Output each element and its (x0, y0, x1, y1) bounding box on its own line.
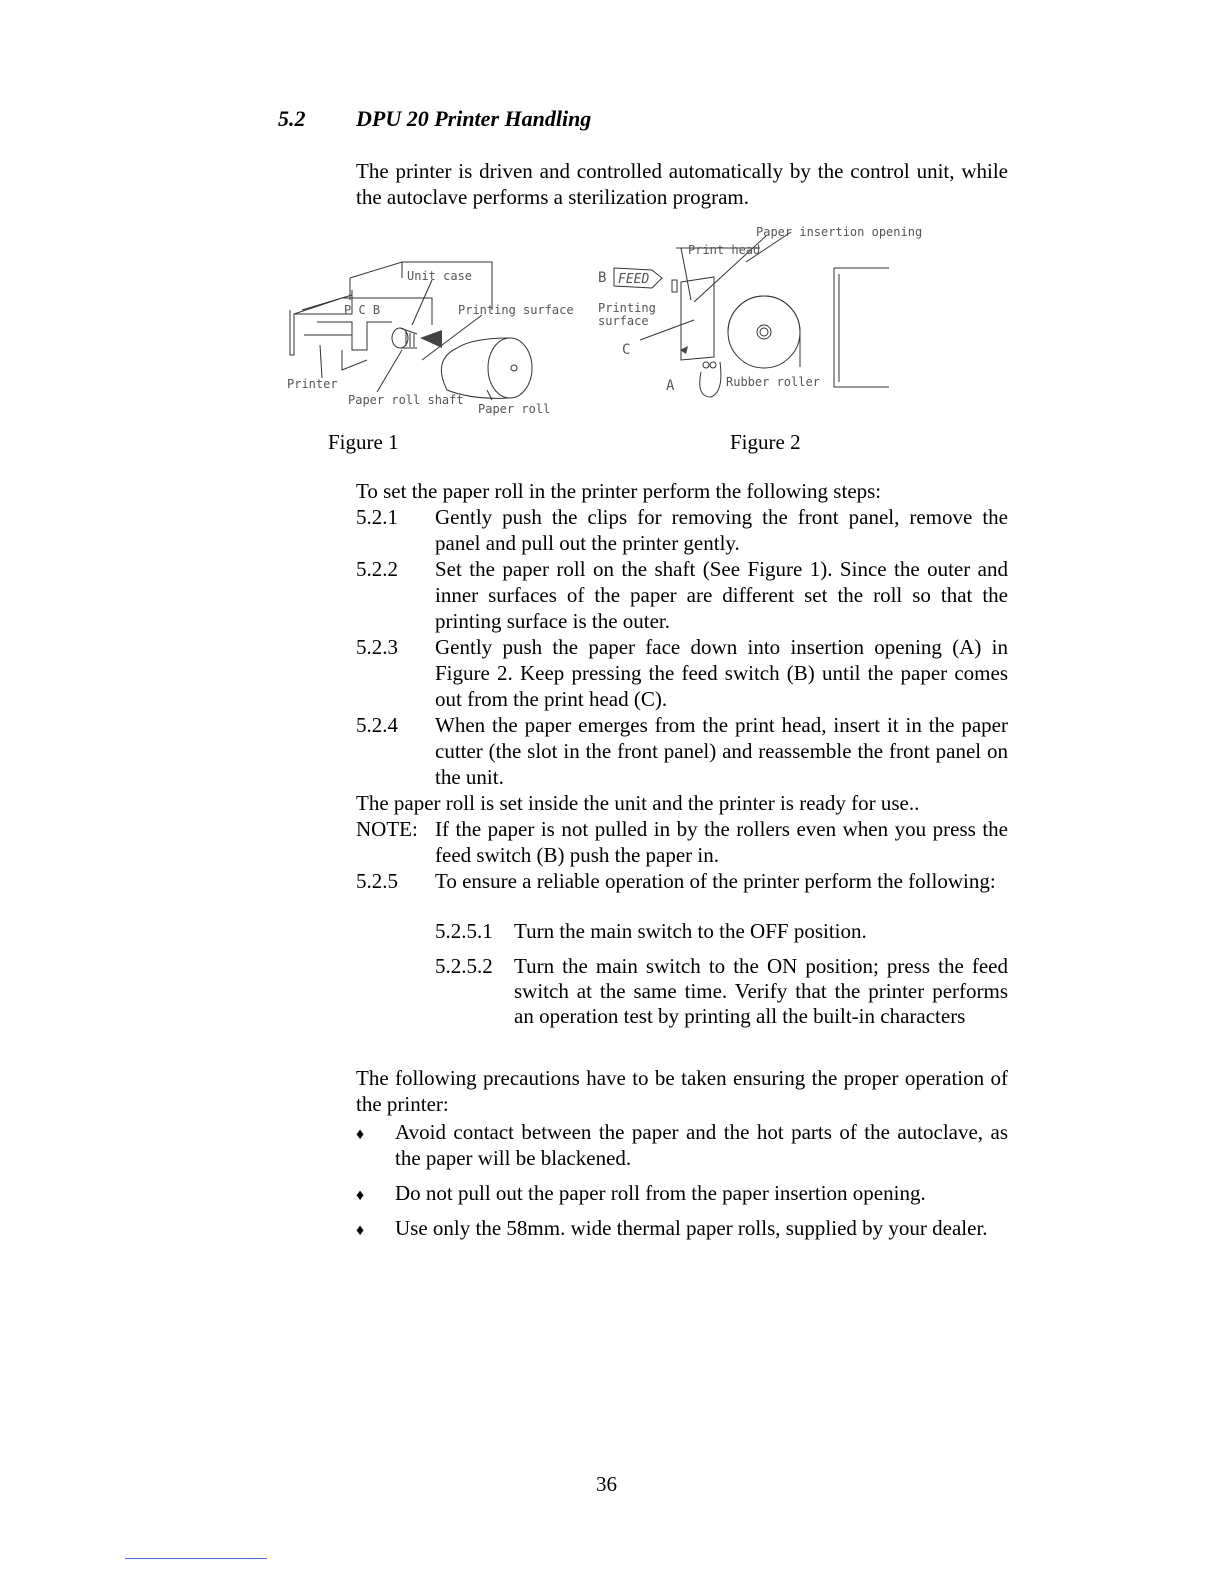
step-text: Gently push the clips for removing the front panel, remove the panel and pull out the printer gently. (435, 505, 1008, 555)
step-number: 5.2.2 (356, 557, 398, 581)
figure-2-diagram (596, 222, 941, 402)
step-number: 5.2.1 (356, 505, 398, 529)
substep-text: Turn the main switch to the ON position; press the feed switch at the same time. Verify that the printer performs an operation test by printing all the built-in characters (514, 954, 1008, 1028)
bullet-diamond-icon: ♦ (356, 1187, 365, 1204)
label-pcb: P C B (344, 303, 381, 317)
figure-2-caption: Figure 2 (730, 430, 801, 454)
note-label: NOTE: (356, 817, 418, 841)
figure-1-caption: Figure 1 (328, 430, 399, 454)
section-number: 5.2 (278, 106, 306, 131)
section-title: DPU 20 Printer Handling (356, 106, 592, 131)
precautions-intro: The following precautions have to be taken ensuring the proper operation of the printer: (356, 1066, 1008, 1116)
substep-number: 5.2.5.1 (435, 919, 493, 943)
label-c: C (622, 342, 631, 358)
label-printing-surface: Printing surface (458, 303, 574, 317)
step-number: 5.2.3 (356, 635, 398, 659)
label-a: A (666, 378, 675, 394)
bullet-text: Do not pull out the paper roll from the paper insertion opening. (395, 1181, 926, 1205)
note-text: If the paper is not pulled in by the rollers even when you press the feed switch (B) push the paper in. (435, 817, 1008, 867)
label-feed: FEED (618, 272, 650, 287)
label-printer: Printer (287, 377, 338, 391)
label-paper-insertion-opening: Paper insertion opening (756, 225, 923, 239)
bullet-text: Use only the 58mm. wide thermal paper rolls, supplied by your dealer. (395, 1216, 988, 1240)
label-printing: Printing (598, 301, 656, 315)
label-rubber-roller: Rubber roller (726, 375, 820, 389)
bullet-diamond-icon: ♦ (356, 1126, 365, 1143)
intro-paragraph: The printer is driven and controlled automatically by the control unit, while the autoclave performs a sterilization program. (356, 159, 1008, 209)
label-surface: surface (598, 314, 649, 328)
footer-rule (125, 1558, 267, 1559)
bullet-text: Avoid contact between the paper and the hot parts of the autoclave, as the paper will be blackened. (395, 1120, 1008, 1170)
label-paper-roll-shaft: Paper roll shaft (348, 393, 464, 407)
step-text: To ensure a reliable operation of the printer perform the following: (435, 869, 996, 893)
label-b: B (598, 270, 607, 286)
substep-number: 5.2.5.2 (435, 954, 493, 978)
step-text: When the paper emerges from the print head, insert it in the paper cutter (the slot in the front panel) and reassemble the front panel on the unit. (435, 713, 1008, 789)
bullet-diamond-icon: ♦ (356, 1222, 365, 1239)
steps-intro: To set the paper roll in the printer perform the following steps: (356, 479, 882, 503)
step-number: 5.2.5 (356, 869, 398, 893)
label-print-head: Print head (688, 243, 761, 257)
substep-text: Turn the main switch to the OFF position. (514, 919, 867, 943)
step-number: 5.2.4 (356, 713, 398, 737)
step-text: Gently push the paper face down into insertion opening (A) in Figure 2. Keep pressing the feed switch (B) until the paper comes out from the print head (C). (435, 635, 1008, 711)
label-unit-case: Unit case (407, 269, 473, 283)
page-number: 36 (596, 1472, 617, 1496)
figure-1-diagram (282, 250, 592, 425)
step-text: Set the paper roll on the shaft (See Figure 1). Since the outer and inner surfaces of the paper are different set the roll so that the printing surface is the outer. (435, 557, 1008, 633)
ready-line: The paper roll is set inside the unit and the printer is ready for use.. (356, 791, 920, 815)
label-paper-roll: Paper roll (478, 402, 551, 416)
